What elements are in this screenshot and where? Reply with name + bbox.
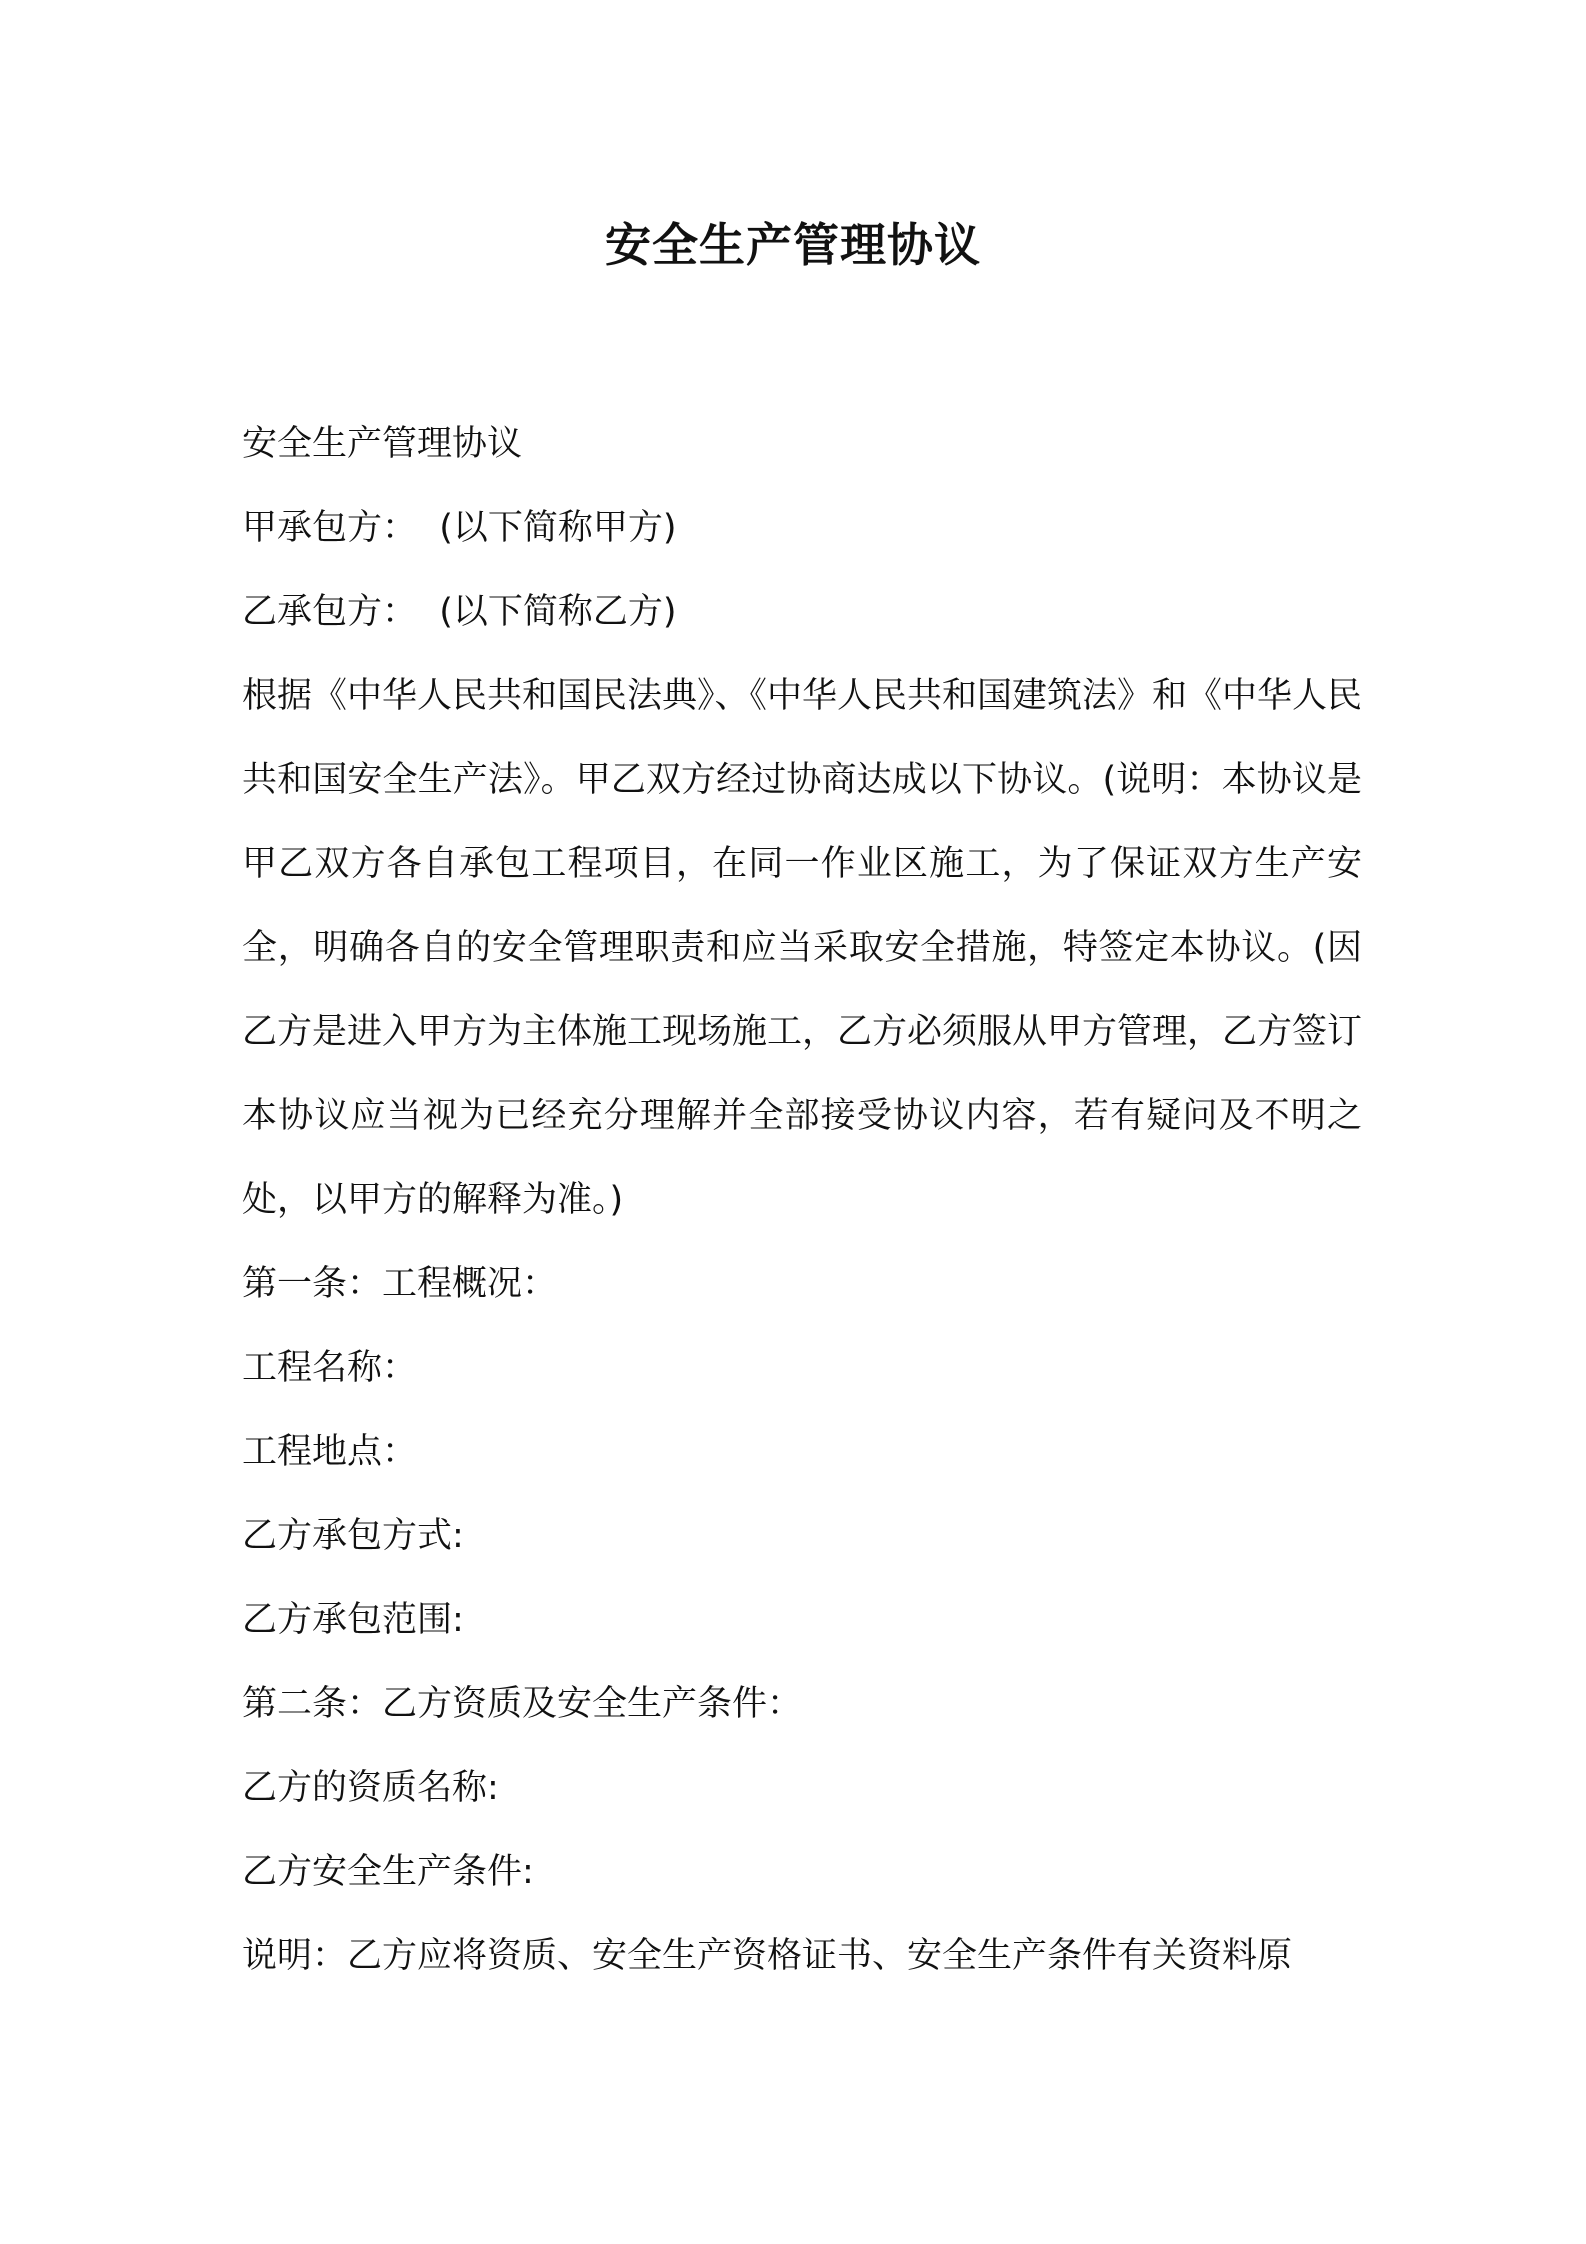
body-heading: 安全生产管理协议 — [242, 424, 523, 464]
party-a-line: 甲承包方： (以下简称甲方) — [242, 508, 677, 548]
preamble-paragraph: 根据《中华人民共和国民法典》、《中华人民共和国建筑法》和《中华人民共和国安全生产法》。甲乙双方经过协商达成以下协议。(说明：本协议是甲乙双方各自承包工程项目，在同一作业区施工，为了保证双方生产安全，明确各自的安全管理职责和应当采取安全措施，特签定本协议。(因乙方是进入甲方为主体施工现场施工，乙方必须服从甲方管理，乙方签订本协议应当视为已经充分理解并全部接受协议内容，若有疑问及不明之处，以甲方的解释为准。) — [242, 676, 1363, 1220]
project-name-field: 工程名称： — [242, 1348, 418, 1388]
document-title: 安全生产管理协议 — [605, 218, 981, 272]
article-2-heading: 第二条：乙方资质及安全生产条件： — [242, 1684, 803, 1724]
safety-conditions-field: 乙方安全生产条件: — [242, 1852, 534, 1892]
contract-method-field: 乙方承包方式: — [242, 1516, 464, 1556]
contract-scope-field: 乙方承包范围: — [242, 1600, 464, 1640]
project-location-field: 工程地点： — [242, 1432, 418, 1472]
qualification-name-field: 乙方的资质名称: — [242, 1768, 499, 1808]
party-b-line: 乙承包方： (以下简称乙方) — [242, 592, 677, 632]
document-body — [242, 402, 1362, 1998]
note-line: 说明：乙方应将资质、安全生产资格证书、安全生产条件有关资料原 — [242, 1936, 1293, 1976]
article-1-heading: 第一条：工程概况： — [242, 1264, 558, 1304]
